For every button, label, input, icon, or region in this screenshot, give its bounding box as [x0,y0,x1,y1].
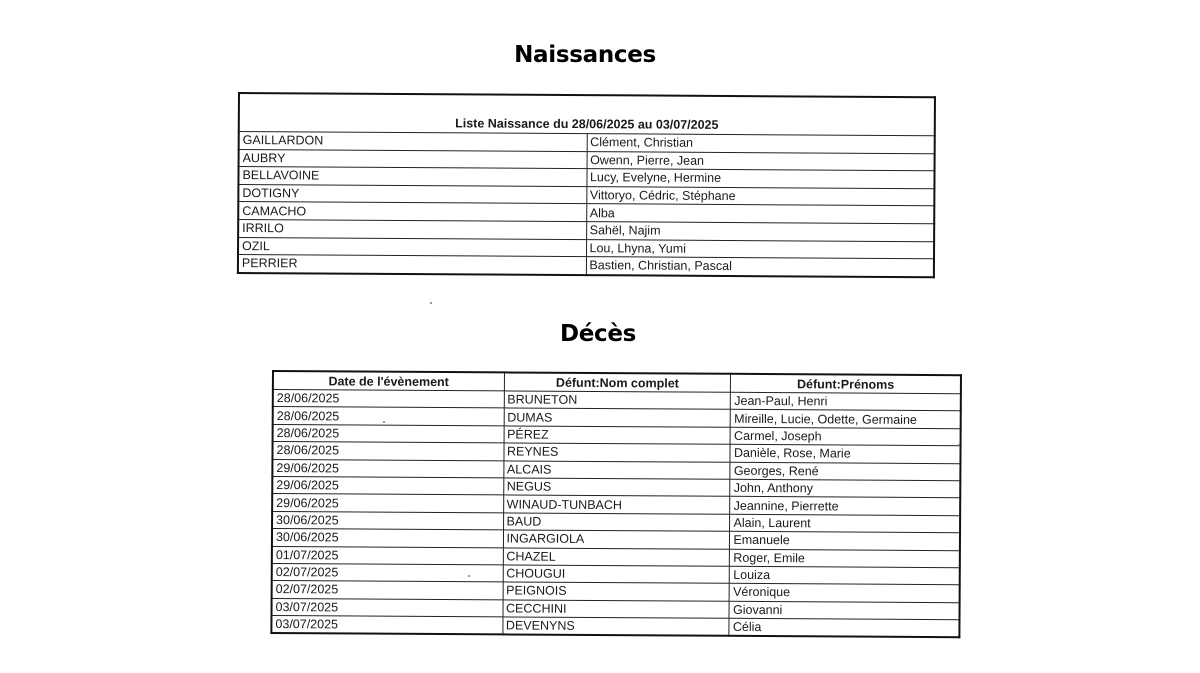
deces-date: 01/07/2025 [272,546,503,565]
scan-speck [430,302,432,304]
naissances-title-row [239,93,935,136]
naissance-prenoms: Lou, Lhyna, Yumi [586,239,934,259]
deces-table [270,370,962,639]
deces-nom: CHOUGUI [503,565,730,584]
naissance-nom: CAMACHO [238,202,586,222]
deces-prenoms: Jean-Paul, Henri [731,392,961,411]
deces-prenoms: Louiza [730,566,960,585]
deces-nom: NEGUS [503,478,730,497]
deces-date: 30/06/2025 [272,511,503,530]
deces-nom: CHAZEL [503,547,730,566]
deces-date: 02/07/2025 [272,563,503,582]
deces-prenoms: Jeannine, Pierrette [730,497,960,516]
deces-date: 28/06/2025 [272,442,503,461]
deces-date: 28/06/2025 [273,390,504,409]
naissance-nom: PERRIER [238,255,586,275]
deces-date: 29/06/2025 [272,494,503,513]
deces-date: 02/07/2025 [272,581,503,600]
naissance-prenoms: Lucy, Evelyne, Hermine [586,169,934,189]
naissance-nom: DOTIGNY [238,184,586,204]
naissance-nom: AUBRY [239,149,587,169]
column-header-nom: Défunt:Nom complet [504,372,731,392]
naissance-row [238,255,934,277]
deces-nom: DEVENYNS [502,617,729,636]
naissances-table-title: Liste Naissance du 28/06/2025 au 03/07/2025 [239,93,935,136]
deces-prenoms: Célia [729,618,959,637]
naissance-prenoms: Vittoryo, Cédric, Stéphane [586,186,934,206]
naissance-prenoms: Bastien, Christian, Pascal [586,257,934,277]
deces-nom: PÉREZ [504,426,731,445]
deces-date: 03/07/2025 [271,616,502,635]
deces-nom: CECCHINI [502,600,729,619]
deces-prenoms: Georges, René [730,462,960,481]
naissances-table [237,92,936,278]
deces-row [271,616,959,638]
naissance-prenoms: Clément, Christian [587,134,935,154]
deces-date: 29/06/2025 [272,459,503,478]
scan-speck [468,575,470,577]
naissances-heading: Naissances [514,42,656,68]
deces-prenoms: Roger, Emile [730,549,960,568]
deces-date: 29/06/2025 [272,476,503,495]
naissance-prenoms: Sahël, Najim [586,222,934,242]
naissance-nom: GAILLARDON [239,132,587,152]
deces-prenoms: Carmel, Joseph [731,427,961,446]
deces-nom: ALCAIS [503,460,730,479]
column-header-date: Date de l'évènement [273,371,504,391]
deces-prenoms: Emanuele [730,531,960,550]
deces-prenoms: Véronique [730,584,960,603]
deces-nom: INGARGIOLA [503,530,730,549]
deces-nom: WINAUD-TUNBACH [503,495,730,514]
deces-date: 28/06/2025 [273,424,504,443]
naissances-table-body [238,132,935,277]
naissance-nom: OZIL [238,237,586,257]
column-header-prenoms: Défunt:Prénoms [731,374,961,394]
deces-date: 03/07/2025 [271,598,502,617]
deces-nom: REYNES [503,443,730,462]
deces-date: 30/06/2025 [272,529,503,548]
scan-speck [958,444,960,446]
deces-nom: BRUNETON [504,391,731,410]
deces-nom: DUMAS [504,408,731,427]
deces-nom: PEIGNOIS [503,582,730,601]
deces-nom: BAUD [503,513,730,532]
deces-heading: Décès [559,321,637,347]
scan-speck [383,421,385,423]
deces-prenoms: Giovanni [729,601,959,620]
deces-prenoms: Mireille, Lucie, Odette, Germaine [731,410,961,429]
deces-prenoms: Danièle, Rose, Marie [730,444,960,463]
naissance-nom: BELLAVOINE [238,167,586,187]
deces-prenoms: John, Anthony [730,479,960,498]
naissance-prenoms: Owenn, Pierre, Jean [587,151,935,171]
deces-date: 28/06/2025 [273,407,504,426]
deces-table-body [271,390,960,638]
deces-prenoms: Alain, Laurent [730,514,960,533]
naissance-prenoms: Alba [586,204,934,224]
naissance-nom: IRRILO [238,219,586,239]
